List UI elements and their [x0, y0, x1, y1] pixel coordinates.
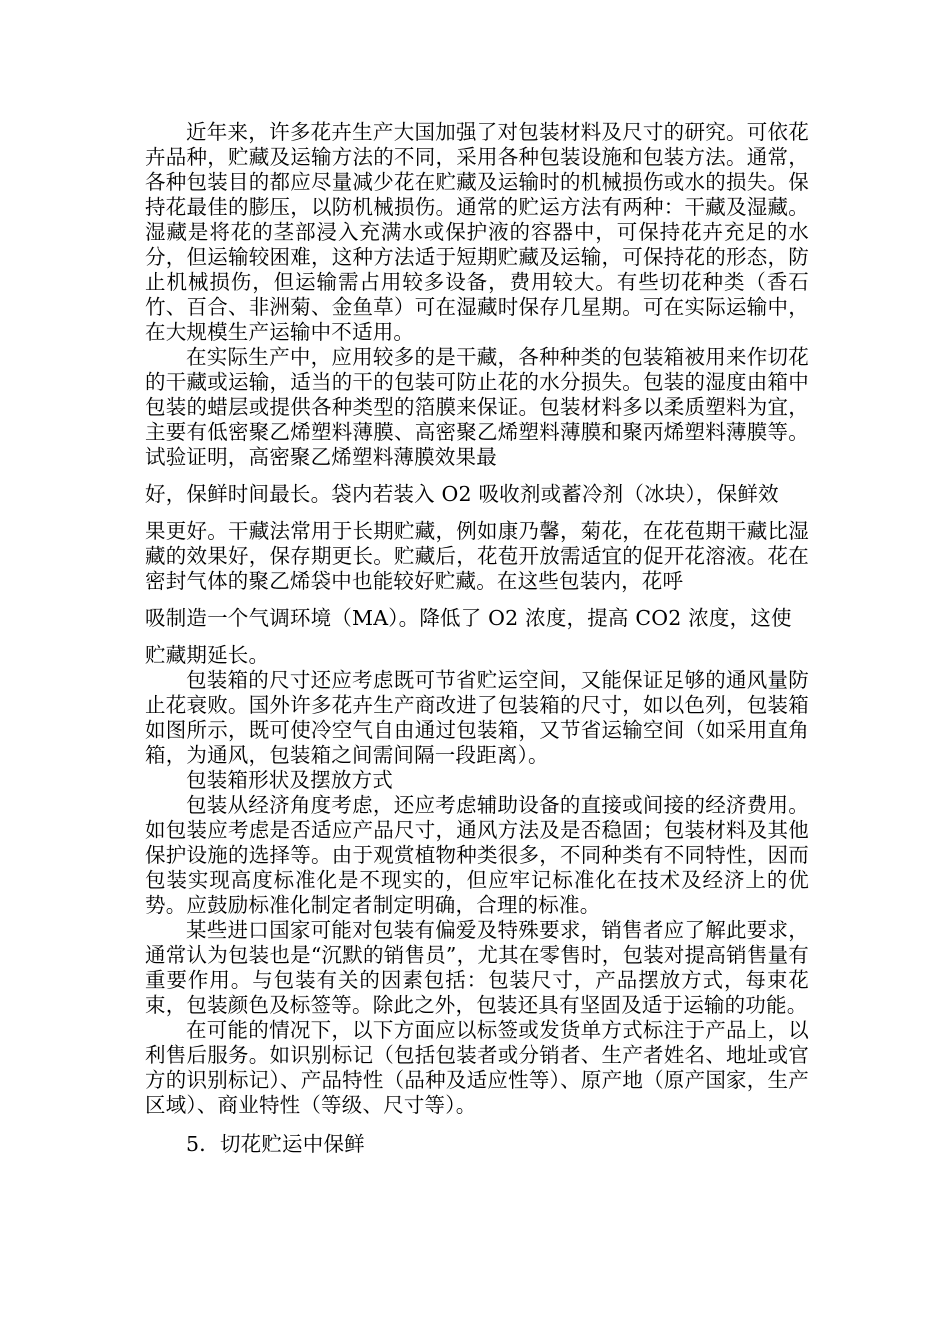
body-text	[145, 120, 809, 1157]
spacer	[145, 507, 809, 519]
paragraph-labeling: 在可能的情况下，以下方面应以标签或发货单方式标注于产品上，以利售后服务。如识别标记（包括包装者或分销者、生产者姓名、地址或官方的识别标记）、产品特性（品种及适应性等）、原产地（原产国家，生产区域）、商业特性（等级、尺寸等）。	[145, 1018, 809, 1117]
spacer	[145, 470, 809, 482]
spacer	[145, 594, 809, 606]
paragraph-packaging-methods: 近年来，许多花卉生产大国加强了对包装材料及尺寸的研究。可依花卉品种，贮藏及运输方法的不同，采用各种包装设施和包装方法。通常，各种包装目的都应尽量减少花在贮藏及运输时的机械损伤或水的损失。保持花最佳的膨压，以防机械损伤。通常的贮运方法有两种：干藏及湿藏。湿藏是将花的茎部浸入充满水或保护液的容器中，可保持花卉充足的水分，但运输较困难，这种方法适于短期贮藏及运输，可保持花的形态，防止机械损伤，但运输需占用较多设备，费用较大。有些切花种类（香石竹、百合、非洲菊、金鱼草）可在湿藏时保存几星期。可在实际运输中，在大规模生产运输中不适用。	[145, 120, 809, 344]
figure-caption: 包装箱形状及摆放方式	[186, 768, 393, 792]
paragraph-import-requirements: 某些进口国家可能对包装有偏爱及特殊要求，销售者应了解此要求，通常认为包装也是“沉默的销售员”，尤其在零售时，包装对提高销售量有重要作用。与包装有关的因素包括：包装尺寸，产品摆放方式，每束花束，包装颜色及标签等。除此之外，包装还具有坚固及适于运输的功能。	[145, 918, 809, 1017]
paragraph-dry-storage: 在实际生产中，应用较多的是干藏，各种种类的包装箱被用来作切花的干藏或运输，适当的干的包装可防止花的水分损失。包装的湿度由箱中包装的蜡层或提供各种类型的箔膜来保证。包装材料多以柔质塑料为宜，主要有低密聚乙烯塑料薄膜、高密聚乙烯塑料薄膜和聚丙烯塑料薄膜等。试验证明，高密聚乙烯塑料薄膜效果最	[145, 345, 809, 469]
paragraph-economics: 包装从经济角度考虑，还应考虑辅助设备的直接或间接的经济费用。如包装应考虑是否适应产品尺寸，通风方法及是否稳固；包装材料及其他保护设施的选择等。由于观赏植物种类很多，不同种类有不同特性，因而包装实现高度标准化是不现实的，但应牢记标准化在技术及经济上的优势。应鼓励标准化制定者制定明确，合理的标准。	[145, 793, 809, 917]
paragraph-dry-storage-cont-1: 好，保鲜时间最长。袋内若装入 O2 吸收剂或蓄冷剂（冰块），保鲜效	[145, 482, 779, 506]
spacer	[145, 631, 809, 643]
paragraph-dry-storage-cont-3: 吸制造一个气调环境（MA）。降低了 O2 浓度，提高 CO2 浓度，这使	[145, 606, 792, 630]
paragraph-dry-storage-cont-4: 贮藏期延长。	[145, 643, 270, 667]
paragraph-dry-storage-cont-2: 果更好。干藏法常用于长期贮藏，例如康乃馨，菊花，在花苞期干藏比湿藏的效果好，保存期更长。贮藏后，花苞开放需适宜的促开花溶液。花在密封气体的聚乙烯袋中也能较好贮藏。在这些包装内，花呼	[145, 519, 809, 593]
section-heading: 5．切花贮运中保鲜	[186, 1132, 365, 1156]
paragraph-box-size: 包装箱的尺寸还应考虑既可节省贮运空间，又能保证足够的通风量防止花衰败。国外许多花卉生产商改进了包装箱的尺寸，如以色列，包装箱如图所示，既可使冷空气自由通过包装箱，又节省运输空间（如采用直角箱，为通风，包装箱之间需间隔一段距离）。	[145, 668, 809, 767]
